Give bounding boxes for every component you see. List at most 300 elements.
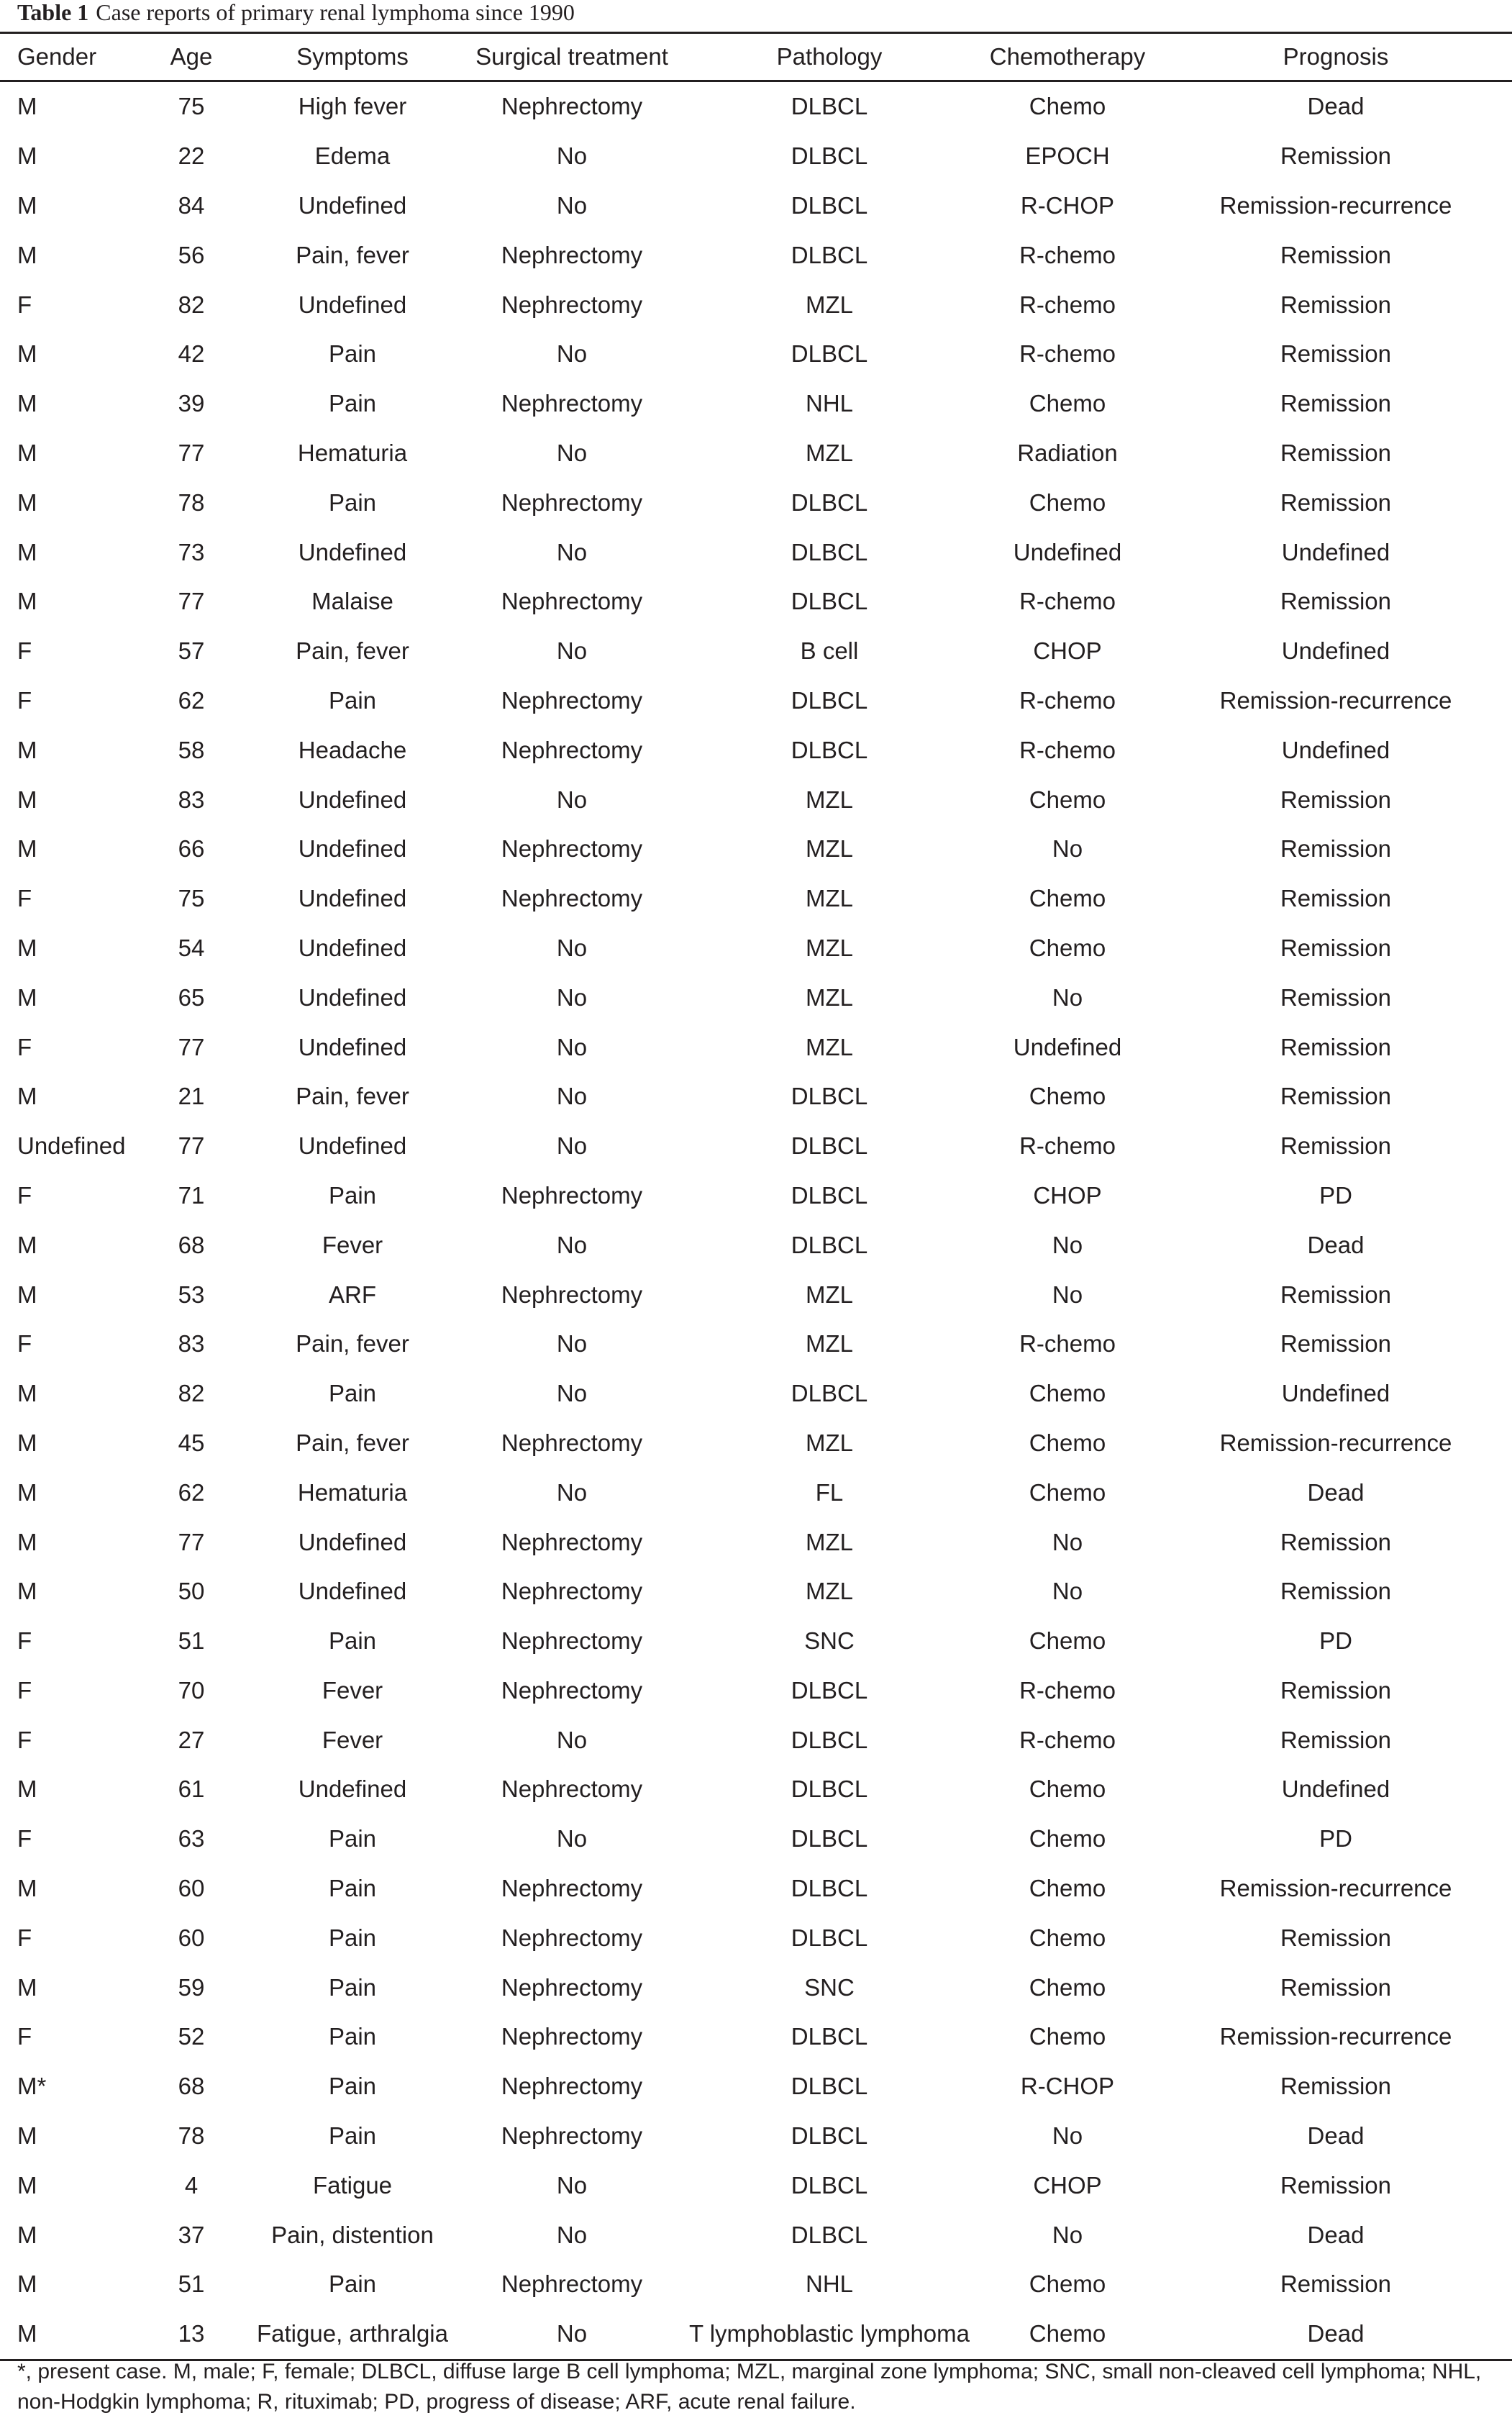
cell-symptoms: Pain xyxy=(328,1627,377,1655)
cell-surgical-treatment: Nephrectomy xyxy=(501,1281,643,1308)
cell-chemotherapy: R-chemo xyxy=(1019,1330,1116,1358)
table-row xyxy=(0,824,1512,874)
cell-chemotherapy: Chemo xyxy=(1029,1429,1106,1456)
cell-pathology: SNC xyxy=(804,1973,855,2001)
cell-gender: F xyxy=(17,2023,32,2050)
table-row xyxy=(0,2309,1512,2360)
table-row xyxy=(0,1419,1512,1468)
cell-prognosis: Remission-recurrence xyxy=(1219,1429,1452,1456)
cell-symptoms: Undefined xyxy=(298,1578,407,1605)
cell-chemotherapy: R-CHOP xyxy=(1020,2073,1115,2100)
cell-chemotherapy: Chemo xyxy=(1029,1776,1106,1803)
cell-symptoms: Undefined xyxy=(298,885,407,912)
cell-age: 60 xyxy=(178,1875,205,1902)
table-row xyxy=(0,1171,1512,1221)
col-header-pathology: Pathology xyxy=(683,33,975,81)
table-row xyxy=(0,81,1512,132)
cell-prognosis: Dead xyxy=(1307,2122,1365,2150)
cell-symptoms: Fatigue, arthralgia xyxy=(245,2309,460,2360)
cell-symptoms: Pain xyxy=(328,1924,377,1951)
cell-symptoms: Undefined xyxy=(298,934,407,961)
cell-surgical-treatment: Nephrectomy xyxy=(501,588,643,615)
cell-gender: M xyxy=(17,1281,37,1308)
cell-surgical-treatment: Nephrectomy xyxy=(501,1528,643,1555)
cell-prognosis: Remission-recurrence xyxy=(1219,191,1452,219)
table-row xyxy=(0,1765,1512,1814)
cell-symptoms: Undefined xyxy=(298,1033,407,1060)
cell-age: 27 xyxy=(178,1726,205,1753)
col-header-gender: Gender xyxy=(0,33,138,81)
cell-chemotherapy: Chemo xyxy=(1029,1973,1106,2001)
cell-surgical-treatment: No xyxy=(556,142,588,170)
table-caption xyxy=(17,0,575,30)
table-row xyxy=(0,775,1512,824)
cell-pathology: DLBCL xyxy=(791,1924,868,1951)
cell-symptoms: Fatigue xyxy=(312,2171,393,2199)
col-header-prognosis: Prognosis xyxy=(1160,33,1512,81)
cell-pathology: FL xyxy=(815,1478,844,1506)
cell-age: 21 xyxy=(178,1083,205,1110)
cell-prognosis: Remission-recurrence xyxy=(1219,1875,1452,1902)
cell-surgical-treatment: No xyxy=(556,1132,588,1160)
cell-prognosis: Remission xyxy=(1280,439,1392,466)
table-row xyxy=(0,577,1512,627)
cell-gender: M xyxy=(17,241,37,268)
cell-chemotherapy: Chemo xyxy=(1029,1627,1106,1655)
cell-age: 62 xyxy=(178,686,205,714)
cell-pathology: SNC xyxy=(804,1627,855,1655)
cell-gender: M xyxy=(17,439,37,466)
table-row xyxy=(0,2062,1512,2111)
cell-pathology: DLBCL xyxy=(791,1726,868,1753)
cell-symptoms: Undefined xyxy=(298,786,407,813)
table-row xyxy=(0,1220,1512,1270)
cell-gender: F xyxy=(17,291,32,318)
table-row xyxy=(0,2012,1512,2062)
table-row xyxy=(0,329,1512,379)
cell-gender: M xyxy=(17,191,37,219)
cell-prognosis: Remission xyxy=(1280,885,1392,912)
cell-age: 71 xyxy=(178,1181,205,1209)
cell-symptoms: Pain xyxy=(328,1380,377,1407)
cell-age: 13 xyxy=(138,2309,245,2360)
cell-symptoms: Pain xyxy=(328,1973,377,2001)
table-row xyxy=(0,1517,1512,1567)
cell-chemotherapy: CHOP xyxy=(1033,2171,1102,2199)
cell-prognosis: PD xyxy=(1319,1825,1352,1853)
cell-pathology: DLBCL xyxy=(791,2122,868,2150)
cell-surgical-treatment: Nephrectomy xyxy=(501,686,643,714)
cell-pathology: DLBCL xyxy=(791,488,868,516)
cell-gender: M xyxy=(17,142,37,170)
cell-surgical-treatment: No xyxy=(556,538,588,565)
cell-pathology: DLBCL xyxy=(791,2023,868,2050)
table-row xyxy=(0,478,1512,527)
cell-chemotherapy: No xyxy=(1052,835,1083,863)
cell-surgical-treatment: Nephrectomy xyxy=(501,2073,643,2100)
cell-age: 78 xyxy=(178,488,205,516)
cell-surgical-treatment: Nephrectomy xyxy=(501,1429,643,1456)
cell-gender: F xyxy=(17,1676,32,1704)
cell-prognosis: Remission xyxy=(1280,142,1392,170)
cell-gender: M xyxy=(17,2221,37,2248)
cell-gender: F xyxy=(17,1726,32,1753)
cell-surgical-treatment: No xyxy=(556,2221,588,2248)
cell-prognosis: Undefined xyxy=(1281,736,1390,763)
cell-age: 62 xyxy=(178,1478,205,1506)
cell-chemotherapy: Radiation xyxy=(1017,439,1118,466)
cell-pathology: MZL xyxy=(806,439,853,466)
cell-gender: F xyxy=(17,885,32,912)
cell-surgical-treatment: Nephrectomy xyxy=(501,1875,643,1902)
cell-chemotherapy: Chemo xyxy=(1029,93,1106,120)
cell-age: 53 xyxy=(178,1281,205,1308)
cell-symptoms: Undefined xyxy=(298,291,407,318)
cell-gender: M xyxy=(17,538,37,565)
cell-symptoms: Pain, fever xyxy=(296,637,409,665)
cell-chemotherapy: No xyxy=(1052,1281,1083,1308)
cell-surgical-treatment: No xyxy=(556,786,588,813)
cell-symptoms: Pain xyxy=(328,340,377,368)
cell-surgical-treatment: No xyxy=(556,1726,588,1753)
table-row xyxy=(0,2111,1512,2161)
table-title: Case reports of primary renal lymphoma since 1990 xyxy=(96,0,575,25)
cell-gender: M xyxy=(17,390,37,417)
cell-symptoms: Undefined xyxy=(298,191,407,219)
cell-surgical-treatment: No xyxy=(556,191,588,219)
cell-chemotherapy: Chemo xyxy=(975,2309,1160,2360)
cell-pathology: DLBCL xyxy=(791,1380,868,1407)
cell-age: 4 xyxy=(184,2171,199,2199)
cell-surgical-treatment: Nephrectomy xyxy=(501,2023,643,2050)
cell-age: 54 xyxy=(178,934,205,961)
cell-surgical-treatment: Nephrectomy xyxy=(501,93,643,120)
cell-chemotherapy: Chemo xyxy=(1029,1875,1106,1902)
cell-prognosis: Dead xyxy=(1160,2309,1512,2360)
cell-prognosis: Remission xyxy=(1280,1676,1392,1704)
cell-age: 78 xyxy=(178,2122,205,2150)
cell-symptoms: Hematuria xyxy=(297,439,408,466)
cell-surgical-treatment: Nephrectomy xyxy=(501,1924,643,1951)
cell-prognosis: Dead xyxy=(1307,1478,1365,1506)
table-row xyxy=(0,1567,1512,1617)
cell-symptoms: Pain xyxy=(328,1875,377,1902)
cell-chemotherapy: Chemo xyxy=(1029,934,1106,961)
cell-gender: M xyxy=(17,2171,37,2199)
cell-chemotherapy: R-chemo xyxy=(1019,241,1116,268)
cell-gender: Undefined xyxy=(17,1132,126,1160)
cell-symptoms: Fever xyxy=(322,1726,383,1753)
cell-pathology: DLBCL xyxy=(791,241,868,268)
cell-prognosis: Remission xyxy=(1280,340,1392,368)
cell-gender: M xyxy=(17,1380,37,1407)
cell-age: 77 xyxy=(178,1528,205,1555)
cell-chemotherapy: R-CHOP xyxy=(1020,191,1115,219)
cell-surgical-treatment: No xyxy=(556,637,588,665)
table-row xyxy=(0,874,1512,924)
cell-chemotherapy: Undefined xyxy=(1013,1033,1122,1060)
cell-surgical-treatment: Nephrectomy xyxy=(501,1776,643,1803)
cell-surgical-treatment: Nephrectomy xyxy=(501,291,643,318)
cell-age: 61 xyxy=(178,1776,205,1803)
table-row xyxy=(0,676,1512,726)
cell-prognosis: Dead xyxy=(1307,2221,1365,2248)
cell-symptoms: Pain, fever xyxy=(296,241,409,268)
cell-surgical-treatment: Nephrectomy xyxy=(501,2270,643,2298)
cell-chemotherapy: R-chemo xyxy=(1019,340,1116,368)
cell-surgical-treatment: Nephrectomy xyxy=(501,2122,643,2150)
cell-pathology: MZL xyxy=(806,1281,853,1308)
cell-symptoms: Undefined xyxy=(298,1776,407,1803)
cell-age: 51 xyxy=(178,2270,205,2298)
cell-age: 22 xyxy=(178,142,205,170)
cell-surgical-treatment: Nephrectomy xyxy=(501,488,643,516)
cell-gender: F xyxy=(17,1924,32,1951)
col-header-age: Age xyxy=(138,33,245,81)
cell-gender: F xyxy=(17,686,32,714)
cell-prognosis: Remission xyxy=(1280,2270,1392,2298)
cell-pathology: MZL xyxy=(806,885,853,912)
cell-prognosis: Remission xyxy=(1280,835,1392,863)
table-row xyxy=(0,725,1512,775)
cell-symptoms: Headache xyxy=(298,736,407,763)
cell-pathology: DLBCL xyxy=(791,191,868,219)
cell-surgical-treatment: No xyxy=(556,1478,588,1506)
cell-pathology: DLBCL xyxy=(791,2073,868,2100)
cell-chemotherapy: R-chemo xyxy=(1019,736,1116,763)
table-row xyxy=(0,280,1512,329)
cell-pathology: MZL xyxy=(806,983,853,1011)
cell-age: 45 xyxy=(178,1429,205,1456)
cell-prognosis: Remission-recurrence xyxy=(1219,2023,1452,2050)
table-row xyxy=(0,181,1512,231)
table-label: Table 1 xyxy=(17,0,89,25)
cell-prognosis: Remission xyxy=(1280,786,1392,813)
cell-pathology: MZL xyxy=(806,1033,853,1060)
cell-symptoms: High fever xyxy=(298,93,407,120)
cell-surgical-treatment: Nephrectomy xyxy=(501,1578,643,1605)
cell-prognosis: Remission xyxy=(1280,291,1392,318)
cell-chemotherapy: No xyxy=(1052,1528,1083,1555)
cell-pathology: DLBCL xyxy=(791,686,868,714)
cell-prognosis: Remission xyxy=(1280,2073,1392,2100)
table-row xyxy=(0,1913,1512,1963)
cell-symptoms: Undefined xyxy=(298,1132,407,1160)
cell-prognosis: Remission xyxy=(1280,1528,1392,1555)
cell-symptoms: Pain xyxy=(328,2122,377,2150)
cell-gender: M xyxy=(17,934,37,961)
cell-pathology: DLBCL xyxy=(791,142,868,170)
cell-prognosis: Undefined xyxy=(1281,538,1390,565)
cell-prognosis: Remission xyxy=(1280,390,1392,417)
cell-age: 75 xyxy=(178,93,205,120)
cell-prognosis: Remission xyxy=(1280,588,1392,615)
cell-pathology: MZL xyxy=(806,1429,853,1456)
cell-age: 37 xyxy=(178,2221,205,2248)
cell-gender: M xyxy=(17,1231,37,1258)
cell-surgical-treatment: No xyxy=(556,1380,588,1407)
cell-symptoms: Hematuria xyxy=(297,1478,408,1506)
table-row xyxy=(0,1319,1512,1369)
table-row xyxy=(0,1468,1512,1517)
cell-gender: M xyxy=(17,736,37,763)
cell-pathology: DLBCL xyxy=(791,588,868,615)
cell-symptoms: Edema xyxy=(314,142,391,170)
cell-gender: M xyxy=(17,1528,37,1555)
table-footnote: *, present case. M, male; F, female; DLBCL, diffuse large B cell lymphoma; MZL, marginal zone lymphoma; SNC, small non-cleaved cell lymphoma; NHL, non-Hodgkin lymphoma; R, rituximab; PD, progress of disease; ARF, acute renal failure. xyxy=(17,2360,1482,2414)
cell-gender: M xyxy=(17,1578,37,1605)
cell-pathology: DLBCL xyxy=(791,1231,868,1258)
cell-pathology: DLBCL xyxy=(791,538,868,565)
cell-chemotherapy: R-chemo xyxy=(1019,1132,1116,1160)
table-row xyxy=(0,1022,1512,1072)
cell-gender: F xyxy=(17,1330,32,1358)
cell-pathology: NHL xyxy=(805,2270,854,2298)
case-reports-table xyxy=(0,32,1512,2361)
cell-surgical-treatment: No xyxy=(556,1231,588,1258)
cell-age: 68 xyxy=(178,2073,205,2100)
cell-surgical-treatment: No xyxy=(556,1083,588,1110)
cell-chemotherapy: R-chemo xyxy=(1019,1676,1116,1704)
cell-gender: M xyxy=(17,488,37,516)
cell-symptoms: Pain xyxy=(328,2073,377,2100)
cell-prognosis: Remission xyxy=(1280,1726,1392,1753)
cell-pathology: DLBCL xyxy=(791,1083,868,1110)
cell-prognosis: Undefined xyxy=(1281,1776,1390,1803)
cell-chemotherapy: Chemo xyxy=(1029,2270,1106,2298)
cell-symptoms: Pain xyxy=(328,686,377,714)
cell-chemotherapy: Chemo xyxy=(1029,1083,1106,1110)
cell-gender: M xyxy=(17,983,37,1011)
table-row xyxy=(0,1369,1512,1419)
cell-symptoms: Undefined xyxy=(298,835,407,863)
cell-gender: M xyxy=(17,1973,37,2001)
cell-age: 65 xyxy=(178,983,205,1011)
cell-gender: M xyxy=(17,1083,37,1110)
cell-age: 77 xyxy=(178,1033,205,1060)
cell-surgical-treatment: No xyxy=(556,340,588,368)
cell-prognosis: PD xyxy=(1319,1181,1352,1209)
cell-symptoms: Fever xyxy=(322,1676,383,1704)
cell-gender: F xyxy=(17,637,32,665)
cell-symptoms: Pain xyxy=(328,1825,377,1853)
cell-gender: M* xyxy=(17,2073,47,2100)
cell-age: 59 xyxy=(178,1973,205,2001)
cell-gender: M xyxy=(17,1776,37,1803)
table-row xyxy=(0,132,1512,181)
cell-pathology: DLBCL xyxy=(791,2171,868,2199)
table-row xyxy=(0,2160,1512,2210)
cell-chemotherapy: Chemo xyxy=(1029,786,1106,813)
cell-symptoms: Pain xyxy=(328,2023,377,2050)
cell-prognosis: Remission xyxy=(1280,2171,1392,2199)
cell-prognosis: Remission xyxy=(1280,488,1392,516)
cell-age: 42 xyxy=(178,340,205,368)
cell-chemotherapy: R-chemo xyxy=(1019,686,1116,714)
cell-surgical-treatment: Nephrectomy xyxy=(501,1627,643,1655)
cell-surgical-treatment: No xyxy=(556,934,588,961)
cell-gender: M xyxy=(17,1429,37,1456)
cell-prognosis: PD xyxy=(1319,1627,1352,1655)
cell-gender: M xyxy=(17,2270,37,2298)
cell-chemotherapy: No xyxy=(1052,1231,1083,1258)
table-row xyxy=(0,379,1512,429)
cell-gender: F xyxy=(17,1627,32,1655)
cell-gender: F xyxy=(17,1033,32,1060)
cell-age: 82 xyxy=(178,1380,205,1407)
cell-age: 39 xyxy=(178,390,205,417)
cell-age: 75 xyxy=(178,885,205,912)
cell-symptoms: Undefined xyxy=(298,538,407,565)
table-row xyxy=(0,973,1512,1022)
cell-symptoms: Pain, distention xyxy=(271,2221,434,2248)
cell-surgical-treatment: Nephrectomy xyxy=(501,736,643,763)
cell-age: 63 xyxy=(178,1825,205,1853)
table-row xyxy=(0,2260,1512,2309)
cell-surgical-treatment: No xyxy=(556,1330,588,1358)
cell-age: 83 xyxy=(178,786,205,813)
table-row xyxy=(0,527,1512,577)
cell-surgical-treatment: Nephrectomy xyxy=(501,1181,643,1209)
cell-chemotherapy: Chemo xyxy=(1029,1924,1106,1951)
cell-symptoms: Pain xyxy=(328,488,377,516)
cell-gender: M xyxy=(17,2122,37,2150)
cell-age: 66 xyxy=(178,835,205,863)
table-row xyxy=(0,1122,1512,1171)
cell-symptoms: Pain, fever xyxy=(296,1083,409,1110)
cell-gender: M xyxy=(17,1478,37,1506)
cell-pathology: NHL xyxy=(805,390,854,417)
cell-prognosis: Remission xyxy=(1280,1083,1392,1110)
cell-pathology: B cell xyxy=(800,637,859,665)
table-row xyxy=(0,1864,1512,1914)
header-row xyxy=(0,33,1512,81)
cell-symptoms: Fever xyxy=(322,1231,383,1258)
table-row xyxy=(0,924,1512,973)
cell-symptoms: Pain xyxy=(328,390,377,417)
cell-pathology: DLBCL xyxy=(791,1132,868,1160)
cell-age: 50 xyxy=(178,1578,205,1605)
cell-gender: M xyxy=(17,340,37,368)
cell-prognosis: Remission xyxy=(1280,1132,1392,1160)
cell-chemotherapy: Chemo xyxy=(1029,2023,1106,2050)
cell-prognosis: Dead xyxy=(1307,93,1365,120)
col-header-surgical-treatment: Surgical treatment xyxy=(460,33,683,81)
cell-age: 77 xyxy=(178,1132,205,1160)
cell-chemotherapy: No xyxy=(1052,1578,1083,1605)
cell-surgical-treatment: Nephrectomy xyxy=(501,1973,643,2001)
cell-chemotherapy: R-chemo xyxy=(1019,1726,1116,1753)
cell-prognosis: Dead xyxy=(1307,1231,1365,1258)
cell-chemotherapy: EPOCH xyxy=(1025,142,1110,170)
cell-age: 51 xyxy=(178,1627,205,1655)
table-row xyxy=(0,1617,1512,1666)
cell-surgical-treatment: Nephrectomy xyxy=(501,835,643,863)
cell-prognosis: Remission xyxy=(1280,1973,1392,2001)
cell-prognosis: Remission xyxy=(1280,1330,1392,1358)
cell-surgical-treatment: No xyxy=(556,983,588,1011)
col-header-symptoms: Symptoms xyxy=(245,33,460,81)
cell-pathology: DLBCL xyxy=(791,1181,868,1209)
cell-surgical-treatment: No xyxy=(460,2309,683,2360)
cell-pathology: DLBCL xyxy=(791,1676,868,1704)
cell-prognosis: Remission xyxy=(1280,1033,1392,1060)
cell-chemotherapy: Chemo xyxy=(1029,488,1106,516)
cell-chemotherapy: Chemo xyxy=(1029,1380,1106,1407)
table-row xyxy=(0,1666,1512,1716)
cell-age: 77 xyxy=(178,439,205,466)
cell-pathology: DLBCL xyxy=(791,340,868,368)
